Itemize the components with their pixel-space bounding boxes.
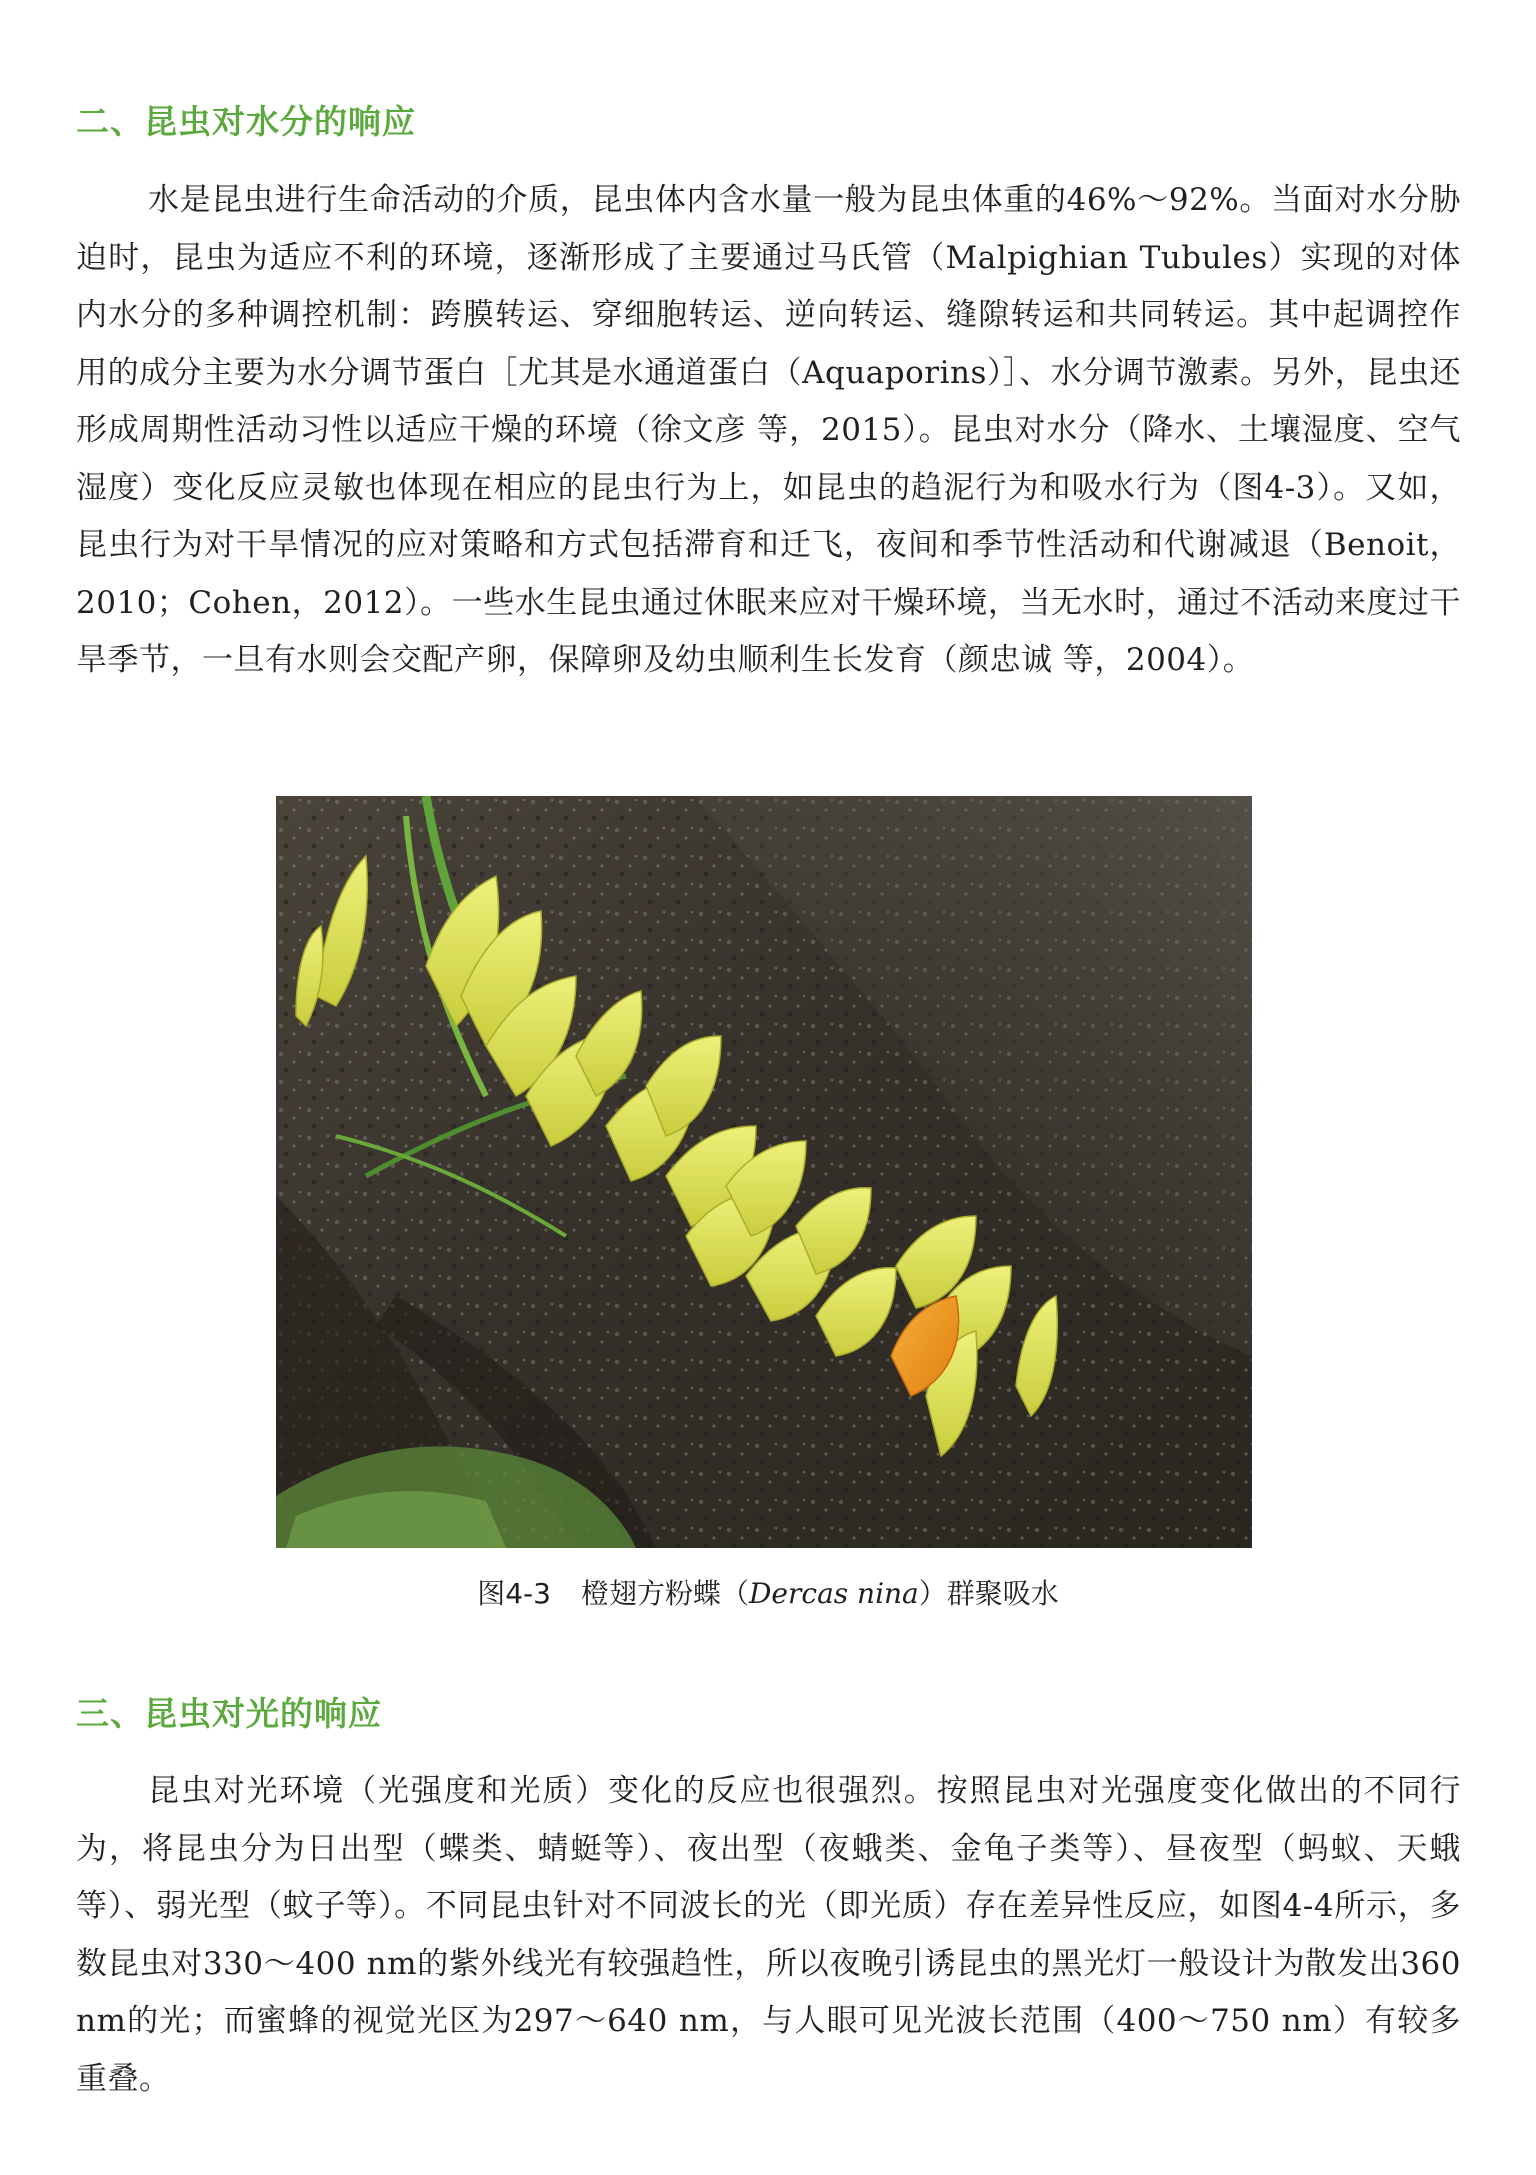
- caption-prefix: 橙翅方粉蝶（: [580, 1577, 749, 1610]
- figure-butterflies-photo: [276, 796, 1252, 1548]
- section-heading-light: 三、昆虫对光的响应: [76, 1694, 382, 1733]
- paragraph-light: 昆虫对光环境（光强度和光质）变化的反应也很强烈。按照昆虫对光强度变化做出的不同行为，将昆虫分为日出型（蝶类、蜻蜓等）、夜出型（夜蛾类、金龟子类等）、昼夜型（蚂蚁、天蛾等）、弱光型（蚊子等）。不同昆虫针对不同波长的光（即光质）存在差异性反应，如图4-4所示，多数昆虫对330～400 nm的紫外线光有较强趋性，所以夜晚引诱昆虫的黑光灯一般设计为散发出360 nm的光；而蜜蜂的视觉光区为297～640 nm，与人眼可见光波长范围（400～750 nm）有较多重叠。: [76, 1773, 1461, 2097]
- caption-suffix: ）群聚吸水: [918, 1577, 1059, 1610]
- paragraph-water: 水是昆虫进行生命活动的介质，昆虫体内含水量一般为昆虫体重的46%～92%。当面对水分胁迫时，昆虫为适应不利的环境，逐渐形成了主要通过马氏管（Malpighian Tubules）实现的对体内水分的多种调控机制：跨膜转运、穿细胞转运、逆向转运、缝隙转运和共同转运。其中起调控作用的成分主要为水分调节蛋白［尤其是水通道蛋白（Aquaporins）］、水分调节激素。另外，昆虫还形成周期性活动习性以适应干燥的环境（徐文彦 等，2015）。昆虫对水分（降水、土壤湿度、空气湿度）变化反应灵敏也体现在相应的昆虫行为上，如昆虫的趋泥行为和吸水行为（图4-3）。又如，昆虫行为对干旱情况的应对策略和方式包括滞育和迁飞，夜间和季节性活动和代谢减退（Benoit，2010；Cohen，2012）。一些水生昆虫通过休眠来应对干燥环境，当无水时，通过不活动来度过干旱季节，一旦有水则会交配产卵，保障卵及幼虫顺利生长发育（颜忠诚 等，2004）。: [76, 182, 1461, 678]
- species-name: Dercas nina: [748, 1577, 919, 1610]
- figure-caption: [0, 1572, 1536, 1612]
- section-heading-water: 二、昆虫对水分的响应: [76, 102, 416, 141]
- figure-number: 图4-3: [477, 1577, 551, 1610]
